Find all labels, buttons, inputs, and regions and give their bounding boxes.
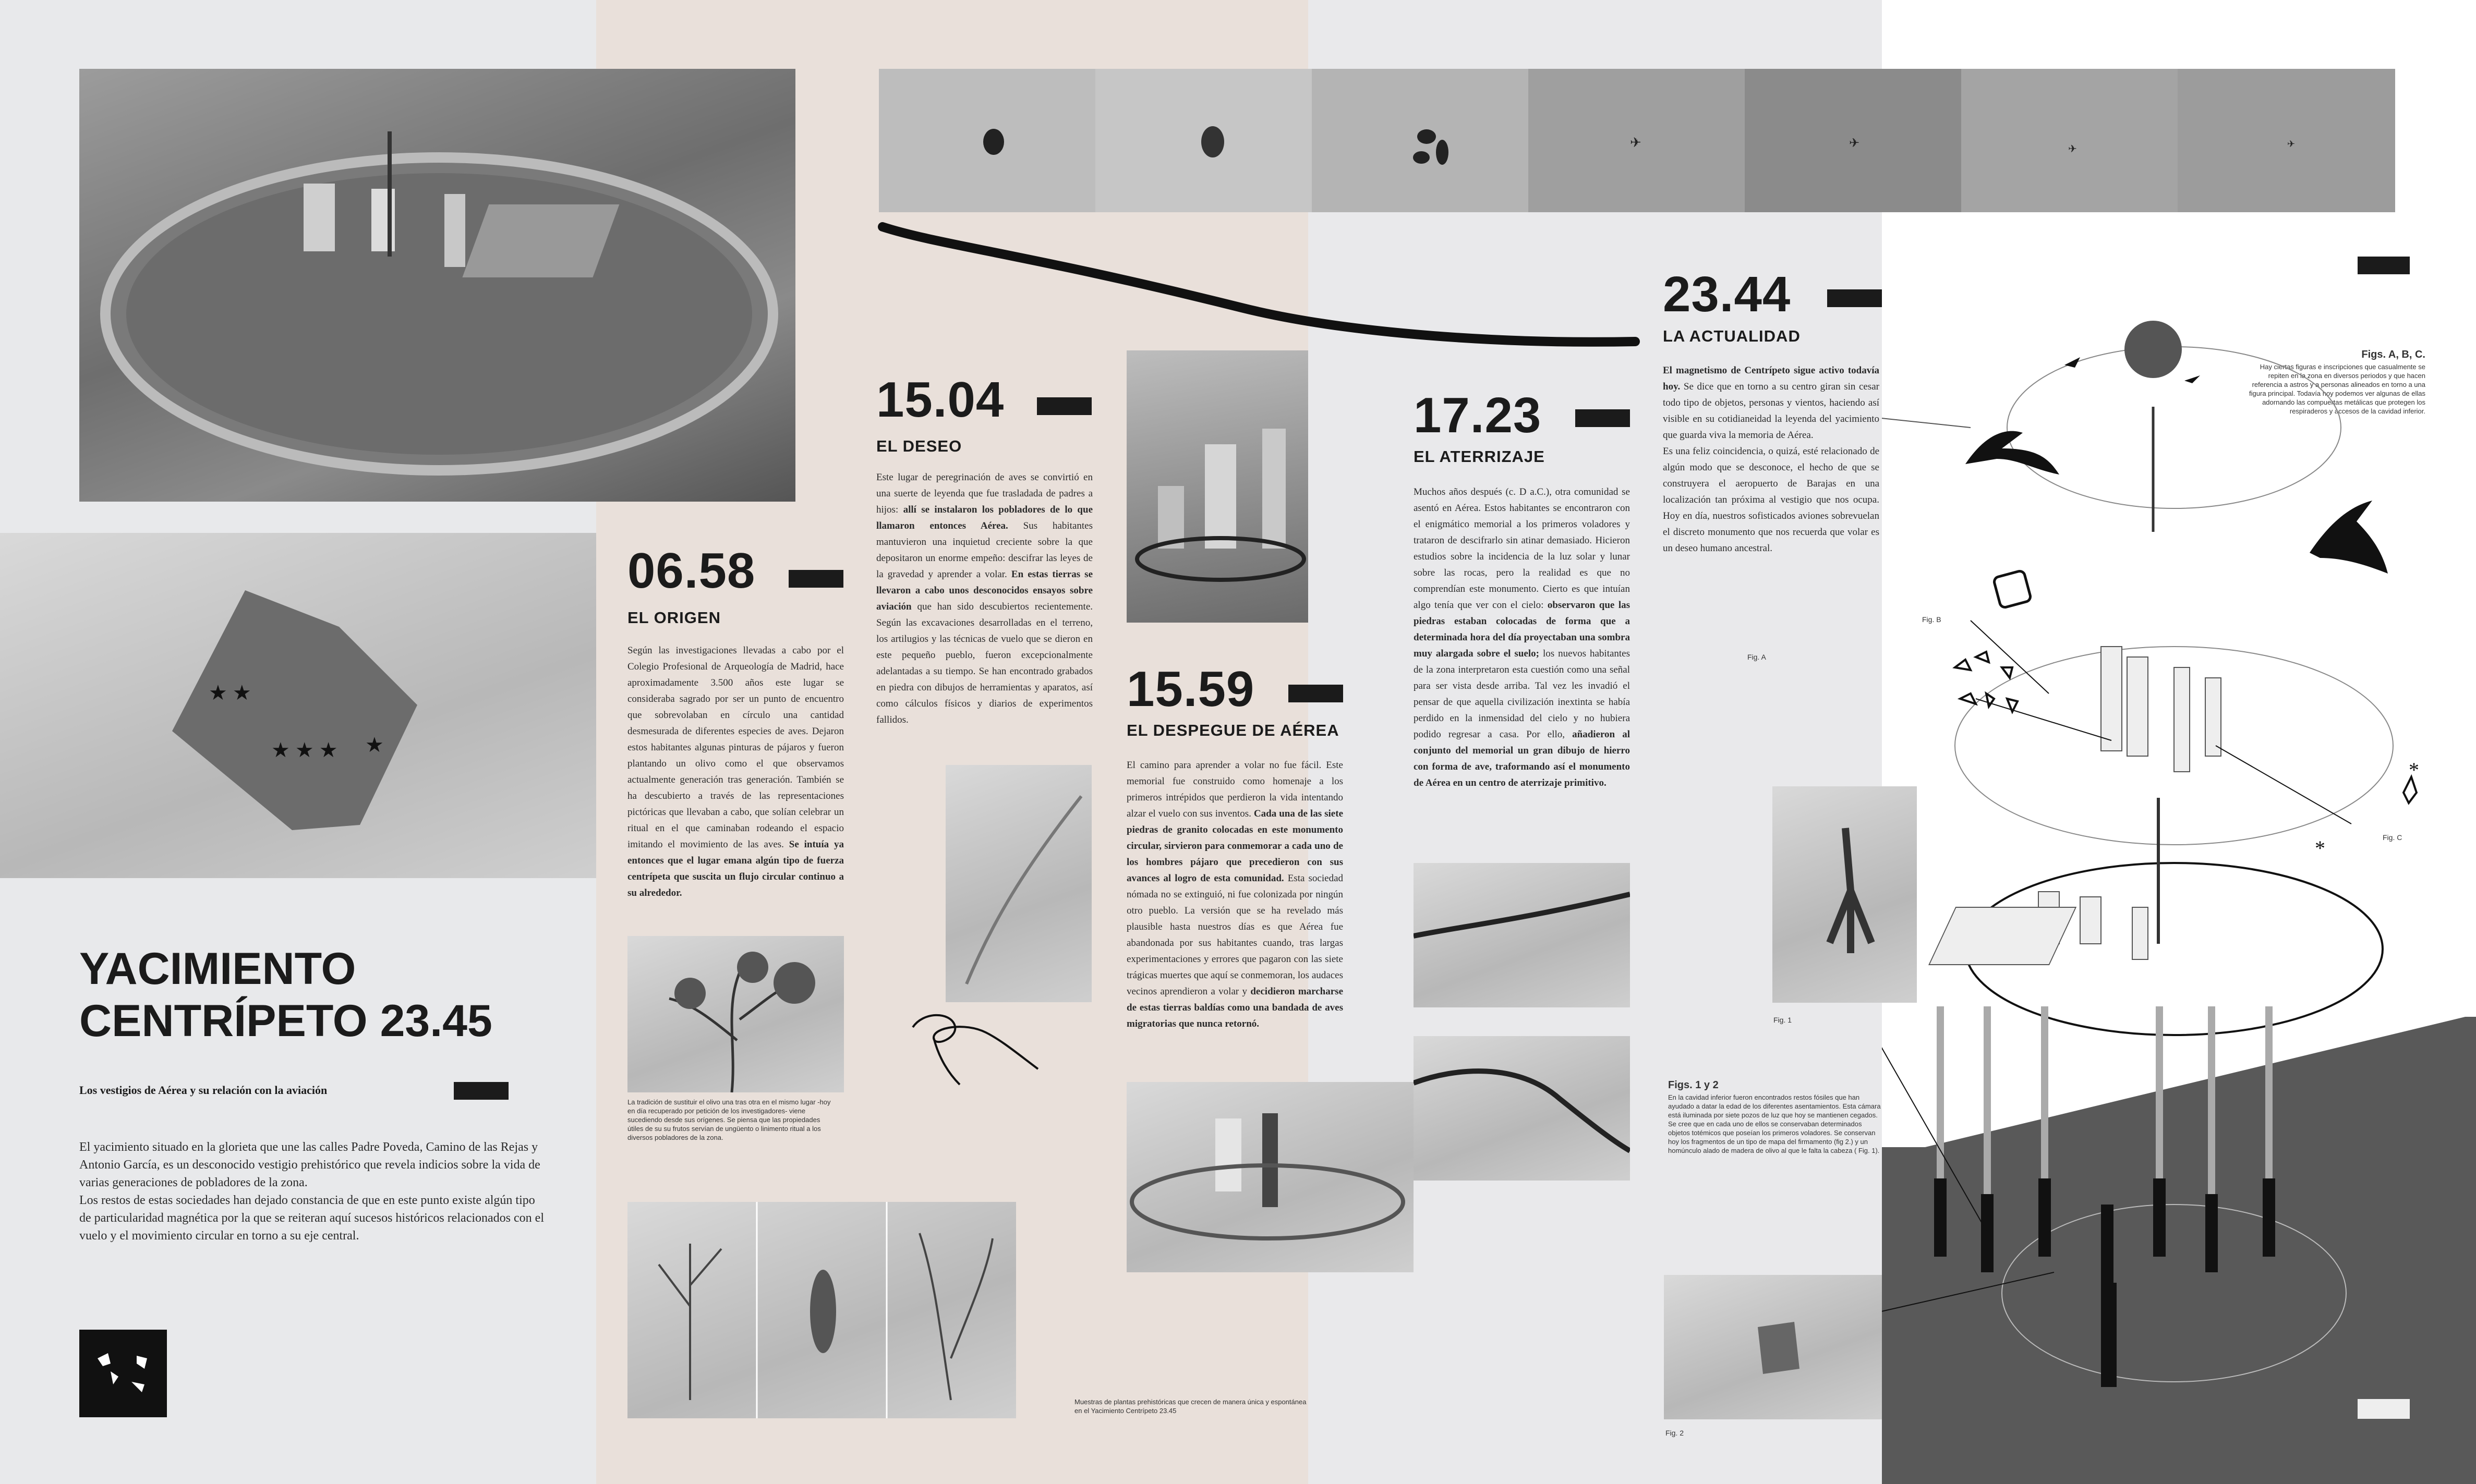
despegue-time: 15.59 bbox=[1127, 661, 1255, 717]
fig-b-label: Fig. B bbox=[1922, 615, 1941, 624]
black-path-line bbox=[876, 214, 1648, 355]
stones-photo bbox=[1127, 350, 1308, 623]
deseo-text-2: Sus habitantes mantuvieron una inquietud creciente sobre la que depositaron un enorme empeño: descifrar las leyes de la gravedad y aprender a volar. bbox=[876, 520, 1093, 580]
subtitle-tick bbox=[454, 1082, 509, 1100]
aterrizaje-label: EL ATERRIZAJE bbox=[1414, 447, 1545, 466]
despegue-text-2: Esta sociedad nómada no se extinguió, ni fue colonizada por ningún otro pueblo. La versión que se ha revelado más plausible hasta nuestros días es que Aérea fue abandonada por sus habitantes cuando, tras largas experimentaciones y errores que pagaron con las siete trágicas muertes que aquí se conmemoran, los audaces vecinos aprendieron a volar y bbox=[1127, 873, 1344, 997]
logo-icon bbox=[79, 1330, 167, 1417]
filmstrip-drawing bbox=[879, 69, 2395, 212]
despegue-text-1: El camino para aprender a volar no fue fácil. Este memorial fue construido como homenaje a los primeros intrépidos que perdieron la vida intentando alzar el vuelo con sus inventos. bbox=[1127, 760, 1343, 819]
aterrizaje-text-1: Muchos años después (c. D a.C.), otra comunidad se asentó en Aérea. Estos habitantes se encontraron con el enigmático memorial a los primeros voladores y trataron de descifrarlo sin atinar demasiado. Hicieron estudios sobre la incidencia de la luz solar y lunar sobre las rocas, pero la realidad es que no comprendían este monumento. bbox=[1414, 486, 1630, 594]
deseo-label: EL DESEO bbox=[876, 437, 962, 455]
roundabout-drawing bbox=[79, 69, 795, 502]
plants-photo bbox=[627, 1202, 1016, 1418]
fig-a-label: Fig. A bbox=[1747, 653, 1766, 661]
memorial-closeup-photo bbox=[1127, 1082, 1414, 1272]
deseo-tick bbox=[1037, 397, 1092, 415]
deseo-text bbox=[876, 469, 1093, 728]
ground-texture-photo bbox=[946, 765, 1092, 1002]
deseo-text-3: que han sido descubiertos recientemente. Según las excavaciones desarrolladas en el terreno, los artilugios y las técnicas de vuelo que se dieron en este pequeño pueblo, fueron excepcionalmente adelantadas a su tiempo. Se han encontrado grabados en piedra con dibujos de herramientas y aparatos, así como cálculos físicos y diarios de experimentos fallidos. bbox=[876, 601, 1093, 725]
title-line-2: CENTRÍPETO 23.45 bbox=[79, 996, 492, 1046]
intro-paragraph-2: Los restos de estas sociedades han dejado constancia de que en este punto existe algún tipo de particularidad magnética por la que se reiteran aquí sucesos históricos relacionados con el vuelo y el movimiento circular en torno a su eje central. bbox=[79, 1194, 544, 1243]
aterrizaje-tick bbox=[1575, 409, 1630, 427]
svg-text:★ ★: ★ ★ bbox=[209, 681, 251, 704]
svg-text:*: * bbox=[2409, 758, 2419, 782]
fig1-label: Fig. 1 bbox=[1773, 1016, 1792, 1024]
bird-right-icon bbox=[2310, 501, 2388, 574]
aterrizaje-time: 17.23 bbox=[1414, 387, 1542, 443]
origen-bold: Se intuía ya entonces que el lugar emana algún tipo de fuerza centrípeta que suscita un flujo circular continuo a su alrededor. bbox=[627, 839, 844, 898]
bird-left-icon bbox=[1965, 431, 2059, 475]
olive-caption: La tradición de sustituir el olivo una tras otra en el mismo lugar -hoy en día recuperado por petición de los investigadores- viene sucediendo desde sus orígenes. Se piensa que las propiedades útiles de su su frutos servían de ungüento o linimento ritual a los diversos pobladores de la zona. bbox=[627, 1098, 831, 1141]
axonometric-diagram bbox=[1882, 261, 2476, 1484]
poster-title bbox=[79, 943, 549, 1047]
fig-b-glyph-icon bbox=[1993, 570, 2031, 608]
origen-paragraph: Según las investigaciones llevadas a cabo por el Colegio Profesional de Arqueología de Madrid, hace aproximadamente 3.500 años este lugar se consideraba sagrado por ser un punto de encuentro que sobrevolaban en círculo una cantidad desmesurada de diferentes especies de aves. Dejaron estos habitantes algunas pinturas de pájaros y fueron plantando un olivo como el que observamos actualmente generación tras generación. También se ha descubierto a través de las representaciones pictóricas que llevaban a cabo, que solían celebrar un ritual en el que caminaban rodeando el espacio imitando el movimiento de las aves. bbox=[627, 645, 844, 850]
actualidad-text-1: Se dice que en torno a su centro giran sin cesar todo tipo de objetos, personas y vientos, haciendo así visible en su cotidianeidad la leyenda del yacimiento que guarda viva la memoria de Aérea. bbox=[1663, 381, 1880, 441]
fig2-label: Fig. 2 bbox=[1665, 1429, 1684, 1437]
svg-text:✈: ✈ bbox=[2068, 143, 2077, 155]
origen-text bbox=[627, 642, 844, 901]
figs12-caption bbox=[1668, 1081, 1882, 1155]
iron-bird-photo-2 bbox=[1414, 1036, 1630, 1181]
deseo-bold-2: En estas tierras se llevaron a cabo unos desconocidos ensayos sobre aviación bbox=[876, 569, 1093, 612]
actualidad-text-2: Es una feliz coincidencia, o quizá, esté relacionado de algún modo que se desconoce, el hecho de que se construyera el aeropuerto de Barajas en una localización tan próxima al vestigio que nos ocupa. Hoy en día, nuestros sofisticados aviones sobrevuelan el discreto monumento que nos recuerda que volar es un deseo humano ancestral. bbox=[1663, 446, 1879, 554]
svg-text:★: ★ bbox=[365, 733, 384, 757]
aterrizaje-bold-1: observaron que las piedras estaban colocadas de forma que a determinada hora del día proyectaban una sombra muy alargada sobre el suelo; bbox=[1414, 600, 1630, 659]
intro-paragraph-1: El yacimiento situado en la glorieta que une las calles Padre Poveda, Camino de las Rejas y Antonio García, es un desconocido vestigio prehistórico que revela indicios sobre la vida de varias generaciones de pobladores de la zona. bbox=[79, 1140, 540, 1189]
figs-abc-text: Hay ciertas figuras e inscripciones que casualmente se repiten en la zona en diversos periodos y que hacen referencia a astros y a personas alineados en torno a una figura principal. Todavía hoy podemos ver algunas de ellas adornando las compuertas metálicas que protegen los respiraderos y accesos de la cavidad inferior. bbox=[2249, 363, 2425, 415]
intro-text bbox=[79, 1138, 549, 1245]
svg-text:✈: ✈ bbox=[1849, 137, 1860, 150]
roundabout-photo bbox=[79, 69, 795, 502]
svg-text:*: * bbox=[2315, 836, 2325, 860]
despegue-label: EL DESPEGUE DE AÉREA bbox=[1127, 721, 1339, 739]
actualidad-bold-1: El magnetismo de Centrípeto sigue activo todavía hoy. bbox=[1663, 365, 1879, 392]
despegue-bold-1: Cada una de las siete piedras de granito colocadas en este monumento circular, sirvieron para conmemorar a cada uno de los hombres pájaro que precedieron con sus avances al logro de esta comunidad. bbox=[1127, 808, 1344, 884]
despegue-tick bbox=[1288, 685, 1343, 702]
aterrizaje-text-4: Tal vez les invadió el pensar de que aquella civilización inextinta se había perdido en la inmensidad del cielo y no hubiera podido regresar a casa. Por ello, bbox=[1414, 680, 1630, 740]
despegue-bold-2: decidieron marcharse de estas tierras baldías como una bandada de aves migratorias que nunca retornó. bbox=[1127, 986, 1344, 1029]
origen-time: 06.58 bbox=[627, 543, 756, 599]
stone-drawing bbox=[0, 533, 596, 878]
svg-text:★ ★ ★: ★ ★ ★ bbox=[271, 738, 338, 762]
title-line-1: YACIMIENTO bbox=[79, 944, 356, 994]
poster-subtitle: Los vestigios de Aérea y su relación con la aviación bbox=[79, 1084, 328, 1097]
scribble-figure-icon bbox=[902, 1001, 1059, 1105]
fig2-photo bbox=[1664, 1275, 1882, 1419]
origen-label: EL ORIGEN bbox=[627, 609, 721, 627]
aterrizaje-text-3: los nuevos habitantes de la zona interpretaron esta cuestión como una señal para ser vista desde arriba. bbox=[1414, 648, 1630, 691]
deseo-text-1: Este lugar de peregrinación de aves se convirtió en una suerte de leyenda que fue trasladada de padres a hijos: bbox=[876, 472, 1093, 515]
deseo-bold-1: allí se instalaron los pobladores de lo que llamaron entonces Aérea. bbox=[876, 504, 1093, 531]
figs-abc-title: Figs. A, B, C. bbox=[2361, 349, 2425, 360]
actualidad-label: LA ACTUALIDAD bbox=[1663, 327, 1801, 345]
iron-bird-photo-1 bbox=[1414, 863, 1630, 1007]
aterrizaje-text-2: Cierto es que intuían algo tenía que ver con el cielo: bbox=[1414, 583, 1630, 611]
fig-c-label: Fig. C bbox=[2383, 833, 2402, 842]
svg-text:✈: ✈ bbox=[2287, 139, 2296, 149]
actualidad-text bbox=[1663, 362, 1879, 556]
actualidad-tick bbox=[1827, 289, 1882, 307]
plants-caption: Muestras de plantas prehistóricas que crecen de manera única y espontánea en el Yacimiento Centrípeto 23.45 bbox=[1074, 1398, 1307, 1415]
filmstrip-photo bbox=[879, 69, 2395, 212]
figs12-title: Figs. 1 y 2 bbox=[1668, 1079, 1719, 1091]
origen-tick bbox=[789, 570, 843, 588]
corner-light-tick bbox=[2358, 1399, 2410, 1419]
aterrizaje-bold-2: añadieron al conjunto del memorial un gran dibujo de hierro con forma de ave, traformando así el monumento de Aérea en un centro de aterrizaje primitivo. bbox=[1414, 729, 1630, 788]
figs12-text: En la cavidad inferior fueron encontrados restos fósiles que han ayudado a datar la edad de los diferentes asentamientos. Esta cámara está iluminada por siete pozos de luz que hoy se mantienen cegados. Se cree que en cada uno de ellos se conservaban determinados objetos totémicos que poseían los primeros voladores. Se conservan hoy los fragmentos de un tipo de mapa del firmamento (fig 2.) y un homúnculo alado de madera de olivo al que le falta la cabeza ( Fig. 1). bbox=[1668, 1093, 1881, 1154]
olive-photo bbox=[627, 936, 844, 1092]
actualidad-time: 23.44 bbox=[1663, 266, 1791, 322]
svg-text:✈: ✈ bbox=[1630, 135, 1641, 150]
despegue-text bbox=[1127, 757, 1343, 1032]
stone-in-hand-photo bbox=[0, 533, 596, 878]
deseo-time: 15.04 bbox=[876, 372, 1005, 428]
aterrizaje-text bbox=[1414, 484, 1630, 791]
fig-a-glyphs-icon bbox=[1955, 652, 2018, 712]
